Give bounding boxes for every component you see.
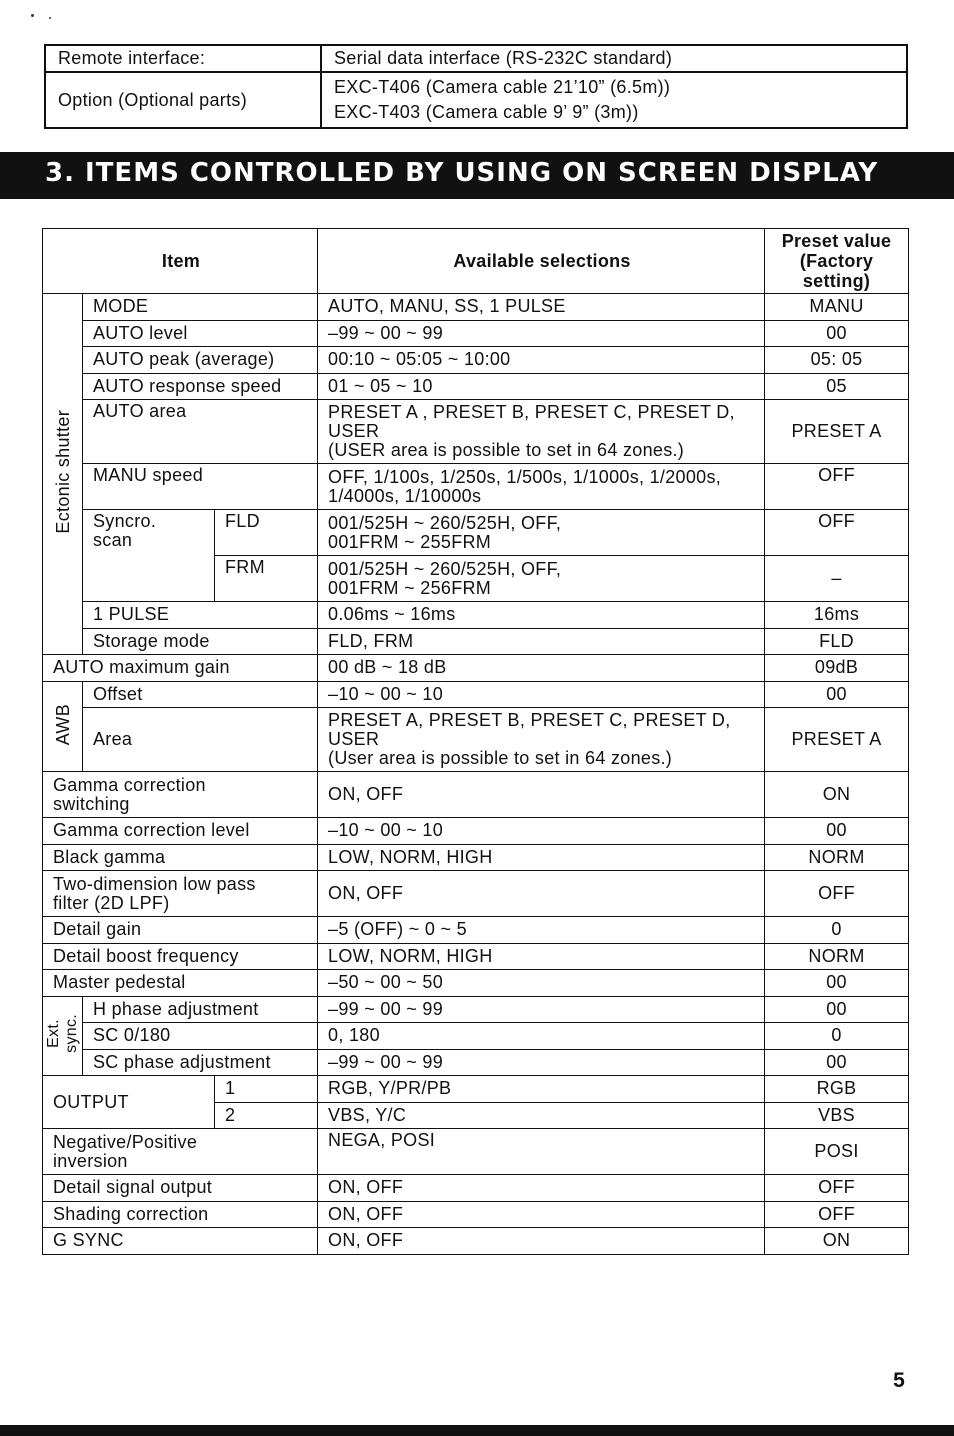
- item-cell: Detail signal output: [43, 1175, 318, 1202]
- item-cell: AUTO response speed: [83, 373, 318, 400]
- selection-cell: PRESET A, PRESET B, PRESET C, PRESET D, USER (User area is possible to set in 64 zones.): [318, 708, 765, 772]
- item-cell: H phase adjustment: [83, 996, 318, 1023]
- selection-cell: NEGA, POSI: [318, 1129, 765, 1175]
- selection-cell: LOW, NORM, HIGH: [318, 943, 765, 970]
- preset-cell: FLD: [765, 628, 909, 655]
- table-row: [43, 1129, 909, 1175]
- item-cell: Storage mode: [83, 628, 318, 655]
- selection-cell: OFF, 1/100s, 1/250s, 1/500s, 1/1000s, 1/2000s, 1/4000s, 1/10000s: [318, 464, 765, 510]
- table-row: [43, 628, 909, 655]
- table-row: [43, 1023, 909, 1050]
- preset-cell: VBS: [765, 1102, 909, 1129]
- preset-cell: 00: [765, 320, 909, 347]
- spec-value: Serial data interface (RS-232C standard): [321, 45, 907, 72]
- preset-cell: RGB: [765, 1076, 909, 1103]
- item-cell: Gamma correction switching: [43, 772, 318, 818]
- selection-cell: RGB, Y/PR/PB: [318, 1076, 765, 1103]
- osd-items-table: [42, 228, 909, 1255]
- item-cell: MODE: [83, 294, 318, 321]
- table-row: [43, 373, 909, 400]
- spec-value-line: EXC-T403 (Camera cable 9’ 9” (3m)): [334, 102, 639, 122]
- preset-cell: –: [765, 556, 909, 602]
- preset-cell: OFF: [765, 871, 909, 917]
- item-cell: AUTO maximum gain: [43, 655, 318, 682]
- group-label-awb: [43, 681, 83, 772]
- selection-cell: 001/525H ~ 260/525H, OFF, 001FRM ~ 256FRM: [318, 556, 765, 602]
- sub-item-cell: 1: [215, 1076, 318, 1103]
- preset-cell: 05: 05: [765, 347, 909, 374]
- table-row: [43, 602, 909, 629]
- preset-cell: 05: [765, 373, 909, 400]
- table-row: [43, 655, 909, 682]
- preset-cell: 09dB: [765, 655, 909, 682]
- item-cell: Detail gain: [43, 917, 318, 944]
- item-cell: Syncro. scan: [83, 510, 215, 602]
- selection-cell: 00:10 ~ 05:05 ~ 10:00: [318, 347, 765, 374]
- item-cell: AUTO level: [83, 320, 318, 347]
- item-cell: Two-dimension low pass filter (2D LPF): [43, 871, 318, 917]
- selection-cell: ON, OFF: [318, 1175, 765, 1202]
- table-row: [43, 844, 909, 871]
- spec-label: Option (Optional parts): [45, 72, 321, 128]
- preset-cell: OFF: [765, 510, 909, 556]
- selection-cell: –10 ~ 00 ~ 10: [318, 818, 765, 845]
- header-row: [43, 229, 909, 294]
- section-banner: [0, 152, 954, 199]
- table-row: [43, 681, 909, 708]
- preset-cell: 00: [765, 996, 909, 1023]
- item-cell: Area: [83, 708, 318, 772]
- group-label-text: Ectonic shutter: [52, 410, 73, 534]
- selection-cell: –50 ~ 00 ~ 50: [318, 970, 765, 997]
- spec-row-option: [45, 72, 907, 128]
- spec-table: [44, 44, 908, 129]
- table-row: [43, 294, 909, 321]
- table-row: [43, 320, 909, 347]
- item-cell: Gamma correction level: [43, 818, 318, 845]
- table-row: [43, 1175, 909, 1202]
- preset-cell: OFF: [765, 1201, 909, 1228]
- item-cell: G SYNC: [43, 1228, 318, 1255]
- item-cell: 1 PULSE: [83, 602, 318, 629]
- spec-value: [321, 72, 907, 128]
- preset-cell: POSI: [765, 1129, 909, 1175]
- scan-speck: [31, 14, 34, 17]
- group-label-shutter: [43, 294, 83, 655]
- selection-cell: ON, OFF: [318, 1228, 765, 1255]
- page-number: 5: [893, 1369, 905, 1392]
- table-row: [43, 510, 909, 556]
- selection-cell: 001/525H ~ 260/525H, OFF, 001FRM ~ 255FRM: [318, 510, 765, 556]
- preset-cell: NORM: [765, 943, 909, 970]
- item-cell: AUTO peak (average): [83, 347, 318, 374]
- table-row: [43, 917, 909, 944]
- selection-cell: 0, 180: [318, 1023, 765, 1050]
- item-cell: OUTPUT: [43, 1076, 215, 1129]
- scan-speck: [49, 17, 51, 19]
- spec-row-remote: [45, 45, 907, 72]
- preset-cell: 16ms: [765, 602, 909, 629]
- item-cell: MANU speed: [83, 464, 318, 510]
- preset-cell: MANU: [765, 294, 909, 321]
- bottom-rule: [0, 1425, 954, 1436]
- preset-cell: 00: [765, 1049, 909, 1076]
- selection-cell: –5 (OFF) ~ 0 ~ 5: [318, 917, 765, 944]
- preset-cell: NORM: [765, 844, 909, 871]
- item-cell: Offset: [83, 681, 318, 708]
- selection-cell: PRESET A , PRESET B, PRESET C, PRESET D, USER (USER area is possible to set in 64 zones.): [318, 400, 765, 464]
- selection-cell: –10 ~ 00 ~ 10: [318, 681, 765, 708]
- section-title: 3. ITEMS CONTROLLED BY USING ON SCREEN DISPLAY: [45, 158, 879, 188]
- table-row: [43, 347, 909, 374]
- preset-cell: 00: [765, 681, 909, 708]
- preset-cell: OFF: [765, 1175, 909, 1202]
- table-row: [43, 943, 909, 970]
- table-row: [43, 1201, 909, 1228]
- preset-cell: PRESET A: [765, 708, 909, 772]
- preset-cell: 0: [765, 917, 909, 944]
- selection-cell: LOW, NORM, HIGH: [318, 844, 765, 871]
- selection-cell: VBS, Y/C: [318, 1102, 765, 1129]
- table-row: [43, 1228, 909, 1255]
- item-cell: Black gamma: [43, 844, 318, 871]
- header-preset: Preset value (Factory setting): [765, 229, 909, 294]
- item-cell: Shading correction: [43, 1201, 318, 1228]
- selection-cell: –99 ~ 00 ~ 99: [318, 320, 765, 347]
- header-item: Item: [43, 229, 318, 294]
- item-cell: SC 0/180: [83, 1023, 318, 1050]
- item-cell: AUTO area: [83, 400, 318, 464]
- selection-cell: ON, OFF: [318, 1201, 765, 1228]
- selection-cell: ON, OFF: [318, 871, 765, 917]
- preset-cell: ON: [765, 1228, 909, 1255]
- item-cell: Negative/Positive inversion: [43, 1129, 318, 1175]
- table-row: [43, 708, 909, 772]
- table-row: [43, 464, 909, 510]
- group-label-text: AWB: [52, 703, 73, 745]
- selection-cell: FLD, FRM: [318, 628, 765, 655]
- item-cell: Detail boost frequency: [43, 943, 318, 970]
- table-row: [43, 970, 909, 997]
- group-label-extsync: [43, 996, 83, 1076]
- selection-cell: 0.06ms ~ 16ms: [318, 602, 765, 629]
- preset-cell: 0: [765, 1023, 909, 1050]
- selection-cell: ON, OFF: [318, 772, 765, 818]
- selection-cell: –99 ~ 00 ~ 99: [318, 996, 765, 1023]
- group-label-text: Ext. sync.: [44, 1014, 80, 1054]
- item-cell: Master pedestal: [43, 970, 318, 997]
- preset-cell: OFF: [765, 464, 909, 510]
- table-row: [43, 400, 909, 464]
- table-row: [43, 772, 909, 818]
- selection-cell: –99 ~ 00 ~ 99: [318, 1049, 765, 1076]
- table-row: [43, 818, 909, 845]
- preset-cell: 00: [765, 970, 909, 997]
- table-row: [43, 1076, 909, 1103]
- preset-cell: 00: [765, 818, 909, 845]
- spec-label: Remote interface:: [45, 45, 321, 72]
- table-row: [43, 871, 909, 917]
- sub-item-cell: FLD: [215, 510, 318, 556]
- preset-cell: PRESET A: [765, 400, 909, 464]
- selection-cell: 01 ~ 05 ~ 10: [318, 373, 765, 400]
- sub-item-cell: 2: [215, 1102, 318, 1129]
- sub-item-cell: FRM: [215, 556, 318, 602]
- selection-cell: AUTO, MANU, SS, 1 PULSE: [318, 294, 765, 321]
- header-selections: Available selections: [318, 229, 765, 294]
- preset-cell: ON: [765, 772, 909, 818]
- table-row: [43, 1049, 909, 1076]
- item-cell: SC phase adjustment: [83, 1049, 318, 1076]
- spec-value-line: EXC-T406 (Camera cable 21’10” (6.5m)): [334, 77, 671, 97]
- table-row: [43, 996, 909, 1023]
- selection-cell: 00 dB ~ 18 dB: [318, 655, 765, 682]
